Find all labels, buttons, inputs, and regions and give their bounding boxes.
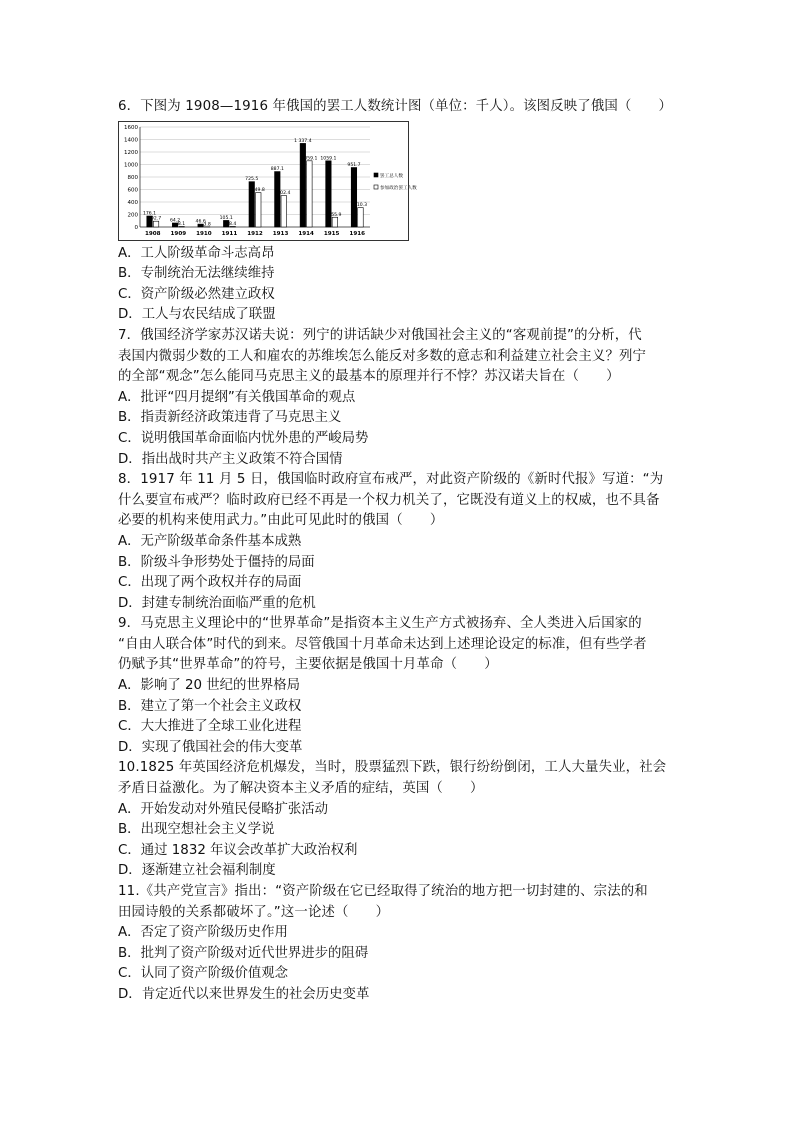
data-label: 46.6: [195, 219, 206, 225]
y-tick-label: 600: [127, 187, 138, 194]
data-label: 951.7: [347, 162, 361, 168]
y-tick-label: 200: [127, 212, 138, 219]
data-label: 64.2: [169, 218, 181, 224]
x-tick-label: 1916: [349, 230, 366, 237]
data-label: 1 337.4: [294, 138, 312, 144]
bar-political-1914: [307, 160, 313, 226]
data-label: 8.1: [177, 221, 186, 227]
bar-political-1913: [281, 195, 287, 226]
data-label: 549.8: [251, 187, 265, 193]
option-D: D．指出战时共产主义政策不符合国情: [118, 451, 343, 467]
data-label: 3.8: [203, 221, 211, 227]
option-A: A．开始发动对外殖民侵略扩张活动: [118, 801, 329, 817]
y-tick-label: 1600: [124, 124, 138, 131]
option-A: A．批评“四月提纲”有关俄国革命的观点: [118, 389, 356, 405]
option-D: D．工人与农民结成了联盟: [118, 307, 276, 323]
question-stem-line: “自由人联合体”时代的到来。尽管俄国十月革命未达到上述理论设定的标准，但有些学者: [118, 636, 647, 652]
data-label: 8.4: [229, 221, 237, 227]
y-tick-label: 1000: [124, 162, 138, 169]
option-C: C．说明俄国革命面临内忧外患的严峻局势: [118, 430, 369, 446]
data-label: 502.4: [277, 190, 291, 196]
data-label: 310.3: [353, 202, 368, 208]
chart-svg: [118, 121, 417, 241]
option-C: C．大大推进了全球工业化进程: [118, 719, 302, 735]
data-label: 725.5: [245, 176, 259, 182]
option-B: B．出现空想社会主义学说: [118, 822, 275, 838]
question-stem-line: 7．俄国经济学家苏汉诺夫说：列宁的讲话缺少对俄国社会主义的“客观前提”的分析，代: [118, 327, 642, 343]
x-tick-label: 1909: [170, 230, 187, 237]
data-label: 92.7: [150, 216, 162, 222]
data-label: 887.1: [270, 166, 284, 172]
option-D: D．肯定近代以来世界发生的社会历史变革: [118, 986, 370, 1002]
x-tick-label: 1908: [144, 230, 161, 237]
question-stem-line: 田园诗般的关系都破坏了。”这一论述（ ）: [118, 904, 390, 920]
bar-total-1913: [275, 171, 281, 226]
question-stem-line: 矛盾日益激化。为了解决资本主义矛盾的症结，英国（ ）: [118, 781, 484, 797]
question-stem-line: 11.《共产党宣言》指出：“资产阶级在它已经取得了统治的地方把一切封建的、宗法的和: [118, 884, 648, 899]
bar-political-1916: [358, 207, 364, 226]
question-stem-line: 8．1917 年 11 月 5 日，俄国临时政府宣布戒严，对此资产阶级的《新时代报》写道：“为: [118, 472, 664, 488]
question-7: [118, 326, 678, 470]
bar-political-1912: [256, 192, 262, 226]
data-label: 1059.1: [301, 155, 318, 161]
question-stem-line: 6．下图为 1908—1916 年俄国的罢工人数统计图（单位：千人）。该图反映了俄国（ ）: [118, 99, 673, 114]
x-tick-label: 1911: [221, 230, 238, 237]
option-A: A．无产阶级革命条件基本成熟: [118, 533, 302, 549]
option-B: B．阶级斗争形势处于僵持的局面: [118, 554, 315, 570]
option-B: B．批判了资产阶级对近代世界进步的阻碍: [118, 945, 369, 961]
question-stem-line: 9．马克思主义理论中的“世界革命”是指资本主义生产方式被扬弃、全人类进入后国家的: [118, 616, 642, 632]
legend-swatch: [374, 185, 378, 189]
question-10: [118, 758, 678, 882]
x-tick-label: 1914: [298, 230, 314, 237]
y-tick-label: 1200: [124, 149, 138, 156]
question-stem-line: 10.1825 年英国经济危机爆发，当时，股票猛烈下跌，银行纷纷倒闭，工人大量失业，社会: [118, 760, 667, 776]
data-label: 1059.1: [320, 155, 337, 161]
question-8: [118, 470, 678, 614]
bar-political-1908: [153, 221, 159, 227]
question-stem-line: 必要的机构来使用武力。”由此可见此时的俄国（ ）: [118, 513, 444, 529]
data-label: 176.1: [142, 211, 157, 217]
option-B: B．专制统治无法继续维持: [118, 266, 275, 282]
bar-political-1915: [332, 217, 338, 227]
option-C: C．认同了资产阶级价值观念: [118, 966, 289, 982]
question-stem-line: 什么要宣布戒严？临时政府已经不再是一个权力机关了，它既没有道义上的权威，也不具备: [118, 492, 660, 508]
option-D: D．逐渐建立社会福利制度: [118, 863, 276, 879]
question-6: [118, 97, 678, 326]
question-9: [118, 614, 678, 758]
data-label: 105.1: [219, 215, 233, 221]
legend-label: 罢工总人数: [380, 173, 403, 179]
question-stem-line: 的全部“观念”怎么能同马克思主义的最基本的原理并行不悖？苏汉诺夫旨在（ ）: [118, 369, 620, 385]
y-tick-label: 1400: [124, 137, 138, 144]
option-D: D．实现了俄国社会的伟大变革: [118, 739, 303, 755]
question-11: [118, 882, 678, 1006]
option-A: A．工人阶级革命斗志高昂: [118, 245, 275, 261]
option-C: C．通过 1832 年议会改革扩大政治权利: [118, 842, 358, 858]
bar-total-1916: [351, 167, 357, 226]
y-tick-label: 400: [127, 199, 138, 206]
legend-swatch: [374, 173, 378, 177]
strike-chart: [118, 121, 417, 241]
y-tick-label: 800: [127, 174, 138, 181]
data-label: 155.9: [328, 212, 342, 218]
legend-label: 参加政治罢工人数: [380, 185, 417, 191]
x-tick-label: 1915: [323, 230, 340, 237]
x-tick-label: 1910: [196, 230, 212, 237]
option-B: B．建立了第一个社会主义政权: [118, 698, 302, 714]
x-tick-label: 1913: [272, 230, 289, 237]
option-B: B．指责新经济政策违背了马克思主义: [118, 410, 342, 426]
option-A: A．影响了 20 世纪的世界格局: [118, 678, 301, 694]
x-tick-label: 1912: [247, 230, 263, 237]
y-tick-label: 0: [134, 224, 138, 231]
option-D: D．封建专制统治面临严重的危机: [118, 595, 316, 611]
question-stem-line: 表国内微弱少数的工人和雇农的苏维埃怎么能反对多数的意志和利益建立社会主义？列宁: [118, 348, 647, 364]
exam-page: [118, 97, 678, 1006]
option-A: A．否定了资产阶级历史作用: [118, 925, 288, 941]
option-C: C．资产阶级必然建立政权: [118, 286, 275, 302]
option-C: C．出现了两个政权并存的局面: [118, 575, 302, 591]
question-stem-line: 仍赋予其“世界革命”的符号，主要依据是俄国十月革命（ ）: [118, 657, 498, 673]
